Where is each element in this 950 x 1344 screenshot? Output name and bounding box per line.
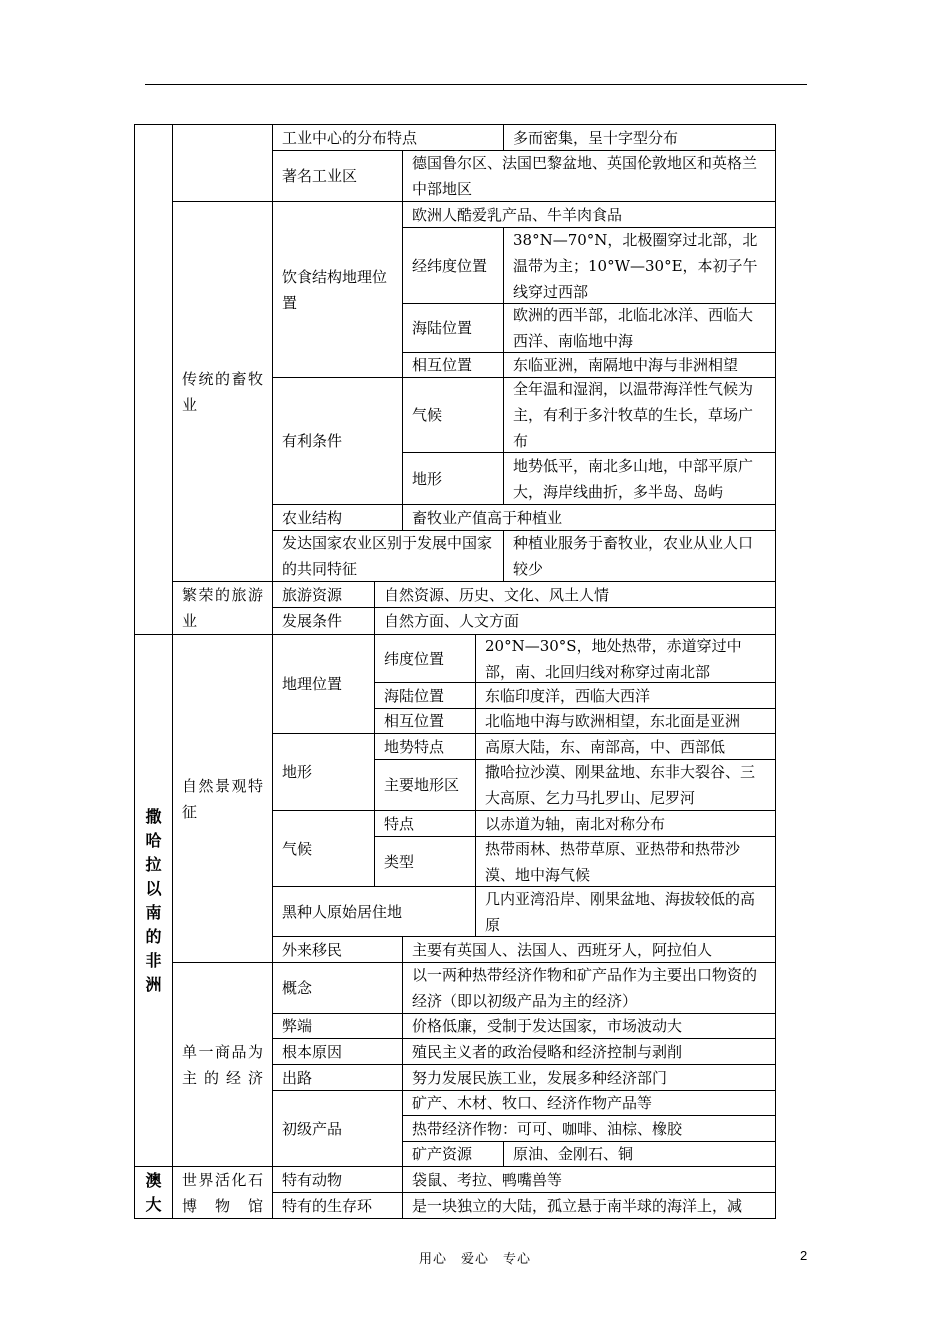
table-cell: 欧洲的西半部，北临北冰洋、西临大西洋、南临地中海 (503, 303, 776, 353)
table-cell: 工业中心的分布特点 (272, 124, 504, 151)
table-cell: 特有的生存环 (272, 1192, 403, 1219)
table-cell: 海陆位置 (402, 303, 504, 353)
topic-livestock: 传统的畜牧业 (172, 201, 273, 582)
region-africa: 撒 哈 拉 以 南 的 非 洲 (134, 634, 173, 1167)
table-cell: 农业结构 (272, 504, 403, 531)
table-cell: 东临印度洋，西临大西洋 (475, 682, 776, 709)
table-cell: 特有动物 (272, 1166, 403, 1193)
table-cell: 地势低平，南北多山地，中部平原广大，海岸线曲折，多半岛、岛屿 (503, 452, 776, 505)
table-cell: 特点 (374, 810, 476, 837)
table-cell: 相互位置 (402, 352, 504, 378)
table-cell: 发展条件 (272, 607, 375, 635)
table-cell: 自然方面、人文方面 (374, 607, 776, 635)
table-cell: 概念 (272, 962, 403, 1014)
table-cell: 气候 (402, 377, 504, 453)
table-cell: 旅游资源 (272, 581, 375, 608)
table-cell: 出路 (272, 1064, 403, 1091)
table-cell: 以赤道为轴，南北对称分布 (475, 810, 776, 837)
table-cell: 20°N—30°S，地处热带，赤道穿过中部，南、北回归线对称穿过南北部 (475, 634, 776, 683)
table-cell: 地理位置 (272, 634, 375, 734)
table-cell: 价格低廉，受制于发达国家，市场波动大 (402, 1013, 776, 1039)
table-cell: 著名工业区 (272, 150, 403, 202)
table-cell: 外来移民 (272, 936, 403, 963)
table-cell: 殖民主义者的政治侵略和经济控制与剥削 (402, 1038, 776, 1065)
table-cell: 热带雨林、热带草原、亚热带和热带沙漠、地中海气候 (475, 836, 776, 887)
table-cell: 以一两种热带经济作物和矿产品作为主要出口物资的经济（即以初级产品为主的经济） (402, 962, 776, 1014)
table-cell: 矿产、木材、牧口、经济作物产品等 (402, 1090, 776, 1116)
table-cell: 东临亚洲，南隔地中海与非洲相望 (503, 352, 776, 378)
table-cell: 德国鲁尔区、法国巴黎盆地、英国伦敦地区和英格兰中部地区 (402, 150, 776, 202)
header-rule (145, 84, 807, 85)
table-cell: 类型 (374, 836, 476, 887)
table-cell: 有利条件 (272, 377, 403, 505)
table-cell: 畜牧业产值高于种植业 (402, 504, 776, 531)
topic-museum: 世界活化石博物馆 (172, 1166, 273, 1219)
table-cell: 根本原因 (272, 1038, 403, 1065)
table-cell: 纬度位置 (374, 634, 476, 683)
topic-economy: 单一商品为主的经济 (172, 962, 273, 1167)
table-cell: 撒哈拉沙漠、刚果盆地、东非大裂谷、三大高原、乞力马扎罗山、尼罗河 (475, 759, 776, 811)
table-cell: 饮食结构地理位置 (272, 201, 403, 378)
table-cell: 主要有英国人、法国人、西班牙人，阿拉伯人 (402, 936, 776, 963)
table-cell: 高原大陆，东、南部高，中、西部低 (475, 733, 776, 760)
table-cell: 种植业服务于畜牧业，农业从业人口较少 (503, 530, 776, 582)
table-cell: 38°N—70°N，北极圈穿过北部，北温带为主；10°W—30°E，本初子午线穿过西部 (503, 227, 776, 304)
table-cell: 努力发展民族工业，发展多种经济部门 (402, 1064, 776, 1091)
table-cell: 初级产品 (272, 1090, 403, 1167)
topic-nature: 自然景观特征 (172, 634, 273, 963)
page-number: 2 (800, 1248, 808, 1263)
region-europe-cell (134, 124, 173, 635)
table-cell: 全年温和湿润，以温带海洋性气候为主，有利于多汁牧草的生长，草场广布 (503, 377, 776, 453)
table-cell: 多而密集，呈十字型分布 (503, 124, 776, 151)
table-cell: 欧洲人酷爱乳产品、牛羊肉食品 (402, 201, 776, 228)
table-cell: 北临地中海与欧洲相望，东北面是亚洲 (475, 708, 776, 734)
table-cell: 袋鼠、考拉、鸭嘴兽等 (402, 1166, 776, 1193)
industry-topic-cell (172, 124, 273, 202)
table-cell: 地形 (272, 733, 375, 811)
table-cell: 经纬度位置 (402, 227, 504, 304)
region-australia: 澳 大 (134, 1166, 173, 1219)
table-cell: 几内亚湾沿岸、刚果盆地、海拔较低的高原 (475, 886, 776, 937)
table-cell: 热带经济作物：可可、咖啡、油棕、橡胶 (402, 1115, 776, 1142)
table-cell: 发达国家农业区别于发展中国家的共同特征 (272, 530, 504, 582)
table-cell: 气候 (272, 810, 375, 887)
table-cell: 主要地形区 (374, 759, 476, 811)
table-cell: 弊端 (272, 1013, 403, 1039)
table-cell: 黑种人原始居住地 (272, 886, 476, 937)
footer-motto: 用心 爱心 专心 (418, 1252, 531, 1267)
table-cell: 海陆位置 (374, 682, 476, 709)
table-cell: 自然资源、历史、文化、风土人情 (374, 581, 776, 608)
topic-tourism: 繁荣的旅游业 (172, 581, 273, 635)
table-cell: 是一块独立的大陆，孤立悬于南半球的海洋上，减 (402, 1192, 776, 1219)
table-cell: 地势特点 (374, 733, 476, 760)
table-cell: 地形 (402, 452, 504, 505)
table-cell: 矿产资源 (402, 1141, 504, 1167)
table-cell: 原油、金刚石、铜 (503, 1141, 776, 1167)
table-cell: 相互位置 (374, 708, 476, 734)
